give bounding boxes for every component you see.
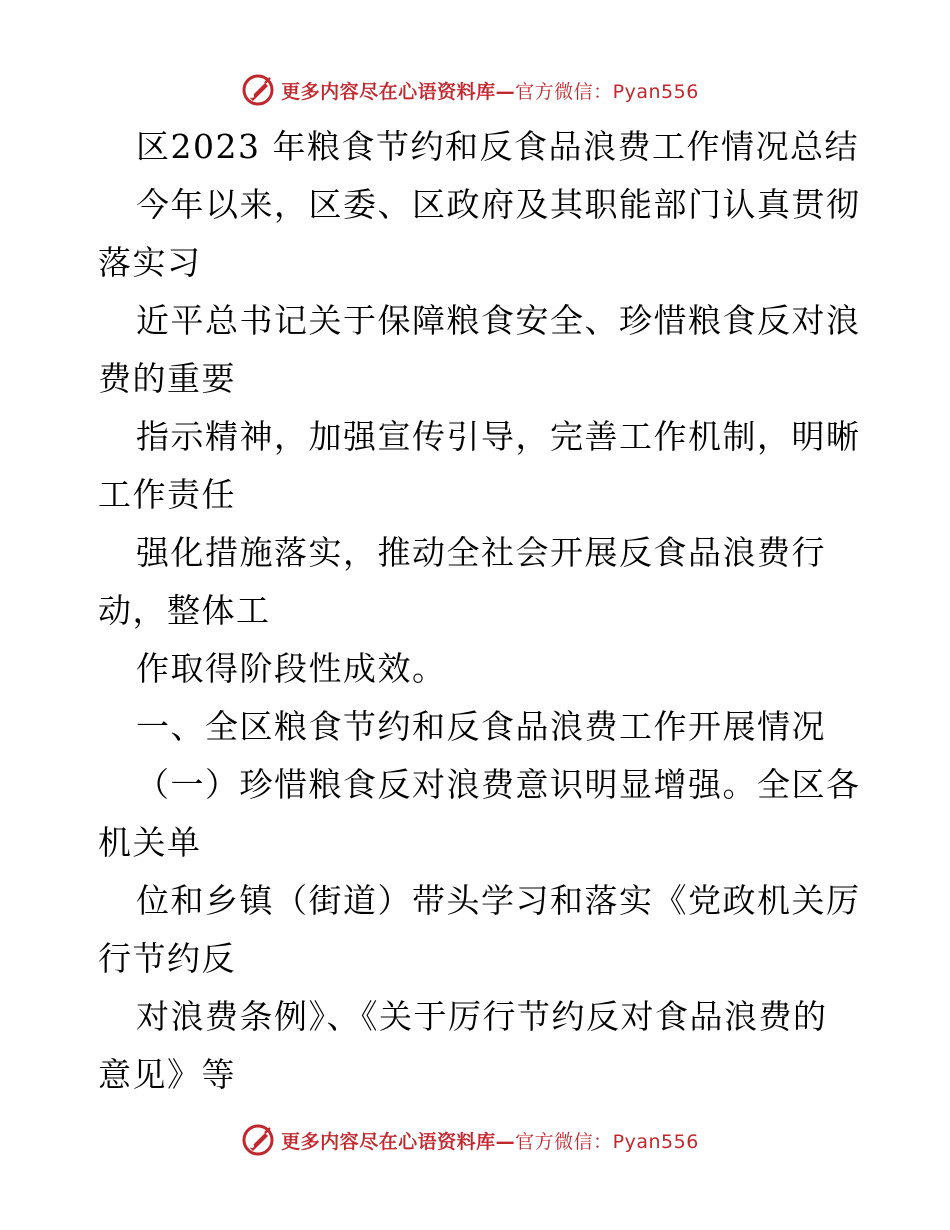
banner-wechat: 官方微信：Pyan556 [515, 80, 699, 103]
footer-banner-content [241, 1123, 699, 1157]
document-line: （一）珍惜粮食反对浪费意识明显增强。全区各 [136, 765, 861, 804]
document-line: 强化措施落实，推动全社会开展反食品浪费行 [136, 533, 826, 572]
banner-text [281, 77, 699, 104]
footer-banner [0, 1120, 950, 1160]
banner-dash: — [495, 80, 516, 103]
document-line: 对浪费条例》、《关于厉行节约反对食品浪费的 [136, 997, 828, 1036]
document-line: 工作责任 [98, 475, 236, 514]
document-line: 动，整体工 [98, 591, 271, 630]
document-line: 机关单 [98, 823, 202, 862]
document-body [98, 118, 861, 1104]
document-line: 费的重要 [98, 359, 236, 398]
document-line: 作取得阶段性成效。 [136, 649, 447, 688]
document-line: 落实习 [98, 243, 202, 282]
document-line: 一、全区粮食节约和反食品浪费工作开展情况 [136, 707, 826, 746]
document-line: 指示精神，加强宣传引导，完善工作机制，明晰 [136, 417, 861, 456]
banner-dash: — [495, 1130, 516, 1153]
quill-logo-icon [241, 1123, 275, 1157]
quill-logo-icon [241, 73, 275, 107]
document-line: 近平总书记关于保障粮食安全、珍惜粮食反对浪 [136, 301, 861, 340]
header-banner-content [241, 73, 699, 107]
banner-slogan: 更多内容尽在心语资料库 [281, 80, 496, 103]
document-line: 行节约反 [98, 939, 236, 978]
header-banner [0, 70, 950, 110]
document-line: 位和乡镇（街道）带头学习和落实《党政机关厉 [136, 881, 861, 920]
document-line: 意见》等 [98, 1055, 236, 1094]
document-line: 区2023 年粮食节约和反食品浪费工作情况总结 [136, 127, 859, 166]
banner-slogan: 更多内容尽在心语资料库 [281, 1130, 496, 1153]
document-line: 今年以来，区委、区政府及其职能部门认真贯彻 [136, 185, 861, 224]
banner-text [281, 1127, 699, 1154]
banner-wechat: 官方微信：Pyan556 [515, 1130, 699, 1153]
